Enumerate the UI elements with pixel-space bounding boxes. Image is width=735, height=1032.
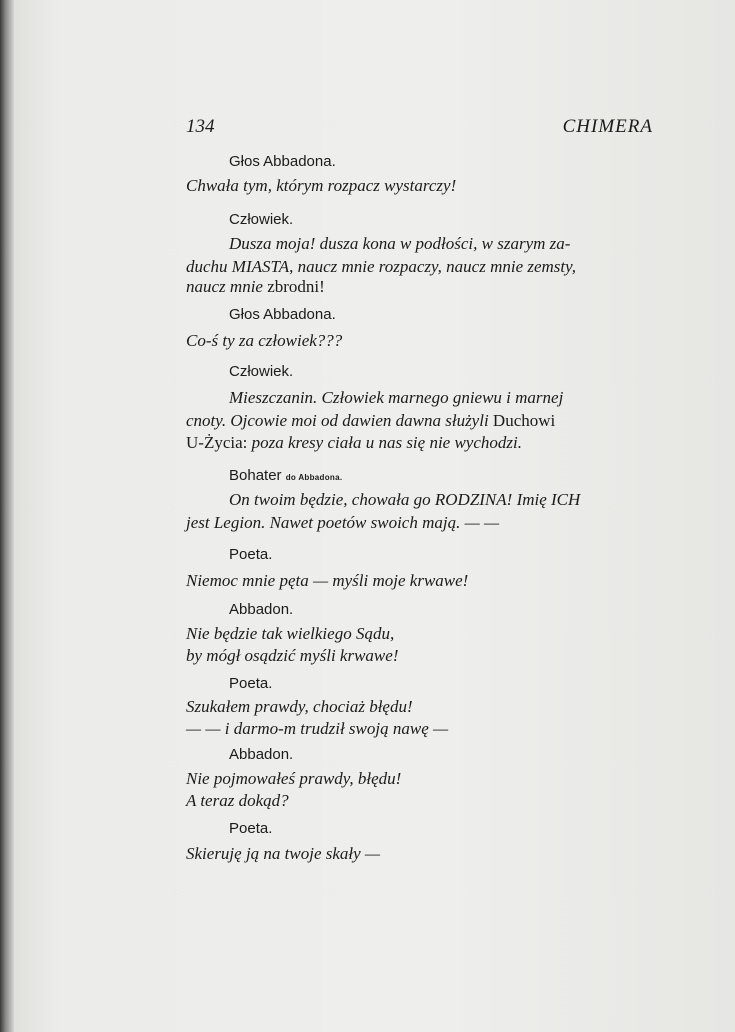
verse-line: On twoim będzie, chowała go RODZINA! Imię ICH xyxy=(229,490,581,509)
verse-line: Mieszczanin. Człowiek marnego gniewu i marnej xyxy=(229,388,564,407)
verse-line: — — i darmo-m trudził swoją nawę — xyxy=(186,719,449,738)
page-number: 134 xyxy=(186,116,215,137)
speaker-label xyxy=(229,467,342,484)
verse-line: Nie będzie tak wielkiego Sądu, xyxy=(186,624,395,643)
verse-fragment-upright: Duchowi xyxy=(492,411,556,430)
speaker-label: Poeta. xyxy=(229,546,273,563)
speaker-name: Bohater xyxy=(229,467,282,484)
speaker-label: Człowiek. xyxy=(229,363,294,380)
verse-fragment: cnoty. Ojcowie moi od dawien dawna służyli xyxy=(186,411,489,430)
verse-line xyxy=(186,411,555,431)
verse-fragment-upright: U-Życia: xyxy=(186,433,248,452)
speaker-label: Człowiek. xyxy=(229,211,294,228)
speaker-label: Głos Abbadona. xyxy=(229,153,336,170)
running-title: CHIMERA xyxy=(562,116,653,137)
speaker-label: Abbadon. xyxy=(229,746,294,763)
speaker-label: Poeta. xyxy=(229,675,273,692)
verse-line: duchu MIASTA, naucz mnie rozpaczy, naucz mnie zemsty, xyxy=(186,257,576,276)
verse-line: A teraz dokąd? xyxy=(186,791,289,810)
verse-line: by mógł osądzić myśli krwawe! xyxy=(186,646,399,665)
verse-line: Skieruję ją na twoje skały — xyxy=(186,844,381,863)
speaker-label: Poeta. xyxy=(229,820,273,837)
verse-line: Nie pojmowałeś prawdy, błędu! xyxy=(186,769,402,788)
verse-line: Co-ś ty za człowiek??? xyxy=(186,331,343,350)
verse-line: Szukałem prawdy, chociaż błędu! xyxy=(186,697,413,716)
speaker-label: Głos Abbadona. xyxy=(229,306,336,323)
verse-fragment: poza kresy ciała u nas się nie wychodzi. xyxy=(251,433,522,452)
verse-line: jest Legion. Nawet poetów swoich mają. — — xyxy=(186,513,500,532)
verse-fragment: naucz mnie xyxy=(186,277,263,296)
verse-line: Chwała tym, którym rozpacz wystarczy! xyxy=(186,176,457,195)
verse-line xyxy=(186,277,325,297)
verse-line xyxy=(186,433,522,453)
verse-line: Dusza moja! dusza kona w podłości, w szarym za- xyxy=(229,234,571,253)
speaker-label: Abbadon. xyxy=(229,601,294,618)
page-spine-shadow xyxy=(0,0,14,1032)
verse-fragment-upright: zbrodni! xyxy=(267,277,325,296)
verse-line: Niemoc mnie pęta — myśli moje krwawe! xyxy=(186,571,469,590)
stage-direction: do Abbadona. xyxy=(285,473,343,482)
